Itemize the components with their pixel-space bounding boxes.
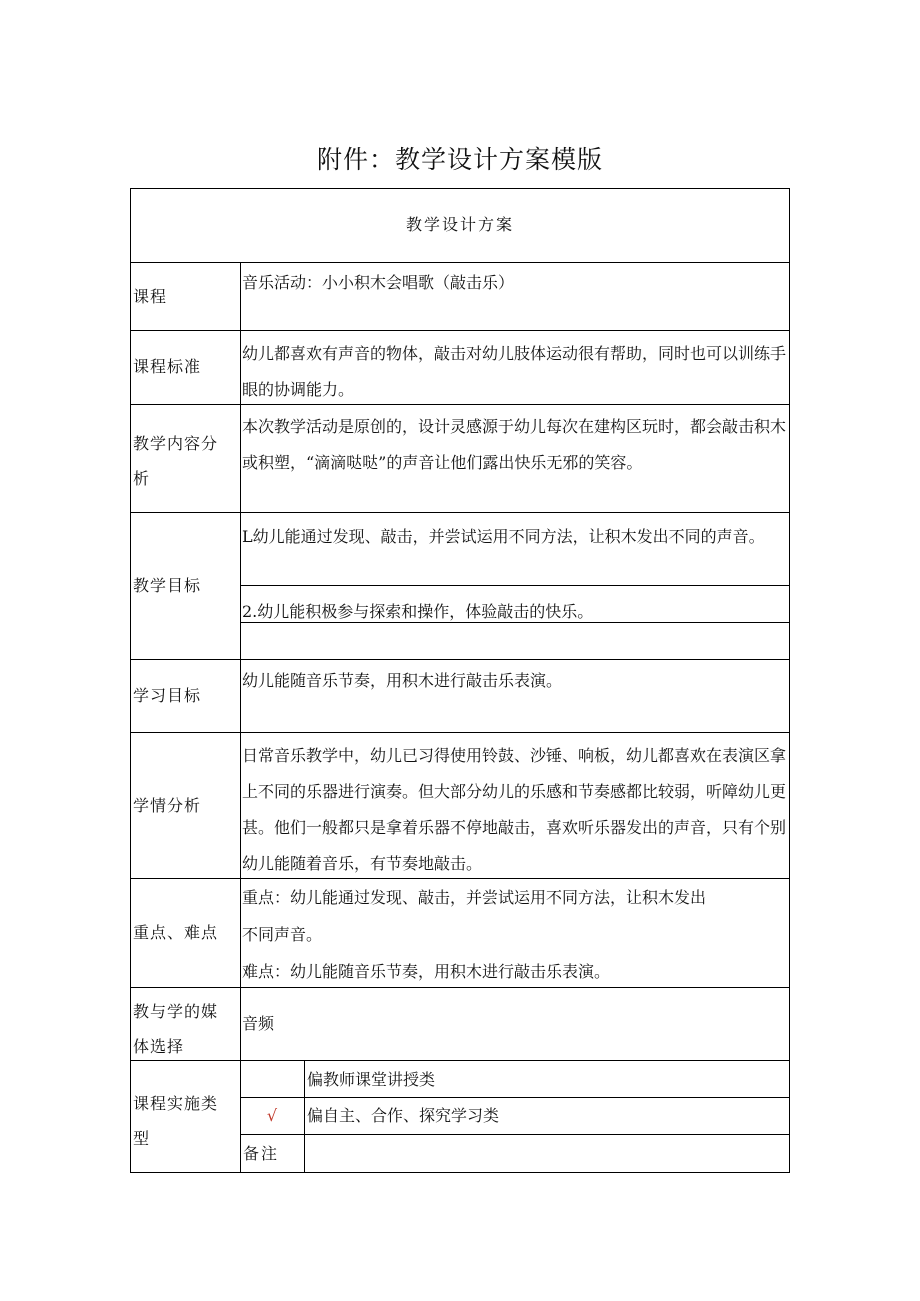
teaching-goal-2: 2.幼儿能积极参与探索和操作，体验敲击的快乐。 — [242, 602, 594, 621]
option-2-check-mark: √ — [266, 1106, 278, 1125]
content-analysis-label: 教学内容分析 — [133, 434, 219, 488]
row-divider — [240, 1134, 790, 1135]
learner-analysis-label: 学情分析 — [133, 796, 202, 815]
row-divider — [130, 512, 790, 513]
course-label: 课程 — [133, 287, 168, 306]
page-title: 附件：教学设计方案模版 — [316, 145, 603, 174]
content-analysis-value: 本次教学活动是原创的，设计灵感源于幼儿每次在建构区玩时，都会敲击积木或积塑，“滴滴哒哒”的声音让他们露出快乐无邪的笑容。 — [242, 417, 787, 472]
standard-value: 幼儿都喜欢有声音的物体，敲击对幼儿肢体运动很有帮助，同时也可以训练手眼的协调能力。 — [242, 344, 787, 399]
key-points-label: 重点、难点 — [133, 923, 219, 942]
row-divider — [240, 585, 790, 586]
column-divider — [240, 262, 241, 1172]
row-divider — [130, 330, 790, 331]
learner-analysis-value: 日常音乐教学中，幼儿已习得使用铃鼓、沙锤、响板，幼儿都喜欢在表演区拿上不同的乐器进行演奏。但大部分幼儿的乐感和节奏感都比较弱，听障幼儿更甚。他们一般都只是拿着乐器不停地敲击，喜欢听乐器发出的声音，只有个别幼儿能随着音乐，有节奏地敲击。 — [242, 746, 787, 873]
column-divider — [304, 1060, 305, 1172]
learning-goals-value: 幼儿能随音乐节奏，用积木进行敲击乐表演。 — [242, 671, 563, 690]
row-divider — [130, 262, 790, 263]
key-point-line-2: 不同声音。 — [242, 925, 323, 944]
remark-label: 备注 — [243, 1144, 280, 1163]
key-point-line-1: 重点：幼儿能通过发现、敲击，并尝试运用不同方法，让积木发出 — [242, 888, 707, 907]
row-divider — [130, 732, 790, 733]
standard-label: 课程标准 — [133, 357, 202, 376]
table-header: 教学设计方案 — [405, 215, 514, 234]
difficulty-point: 难点：幼儿能随音乐节奏，用积木进行敲击乐表演。 — [242, 962, 611, 981]
implementation-type-label: 课程实施类型 — [133, 1094, 219, 1148]
course-value: 音乐活动：小小积木会唱歌（敲击乐） — [242, 273, 515, 292]
option-2-text: 偏自主、合作、探究学习类 — [307, 1106, 500, 1125]
teaching-goal-1: L幼儿能通过发现、敲击，并尝试运用不同方法，让积木发出不同的声音。 — [242, 527, 765, 546]
teaching-goals-label: 教学目标 — [133, 576, 202, 595]
learning-goals-label: 学习目标 — [133, 686, 202, 705]
media-label: 教与学的媒体选择 — [133, 1002, 219, 1056]
option-1-text: 偏教师课堂讲授类 — [307, 1070, 436, 1089]
media-value: 音频 — [242, 1014, 275, 1033]
row-divider — [130, 659, 790, 660]
